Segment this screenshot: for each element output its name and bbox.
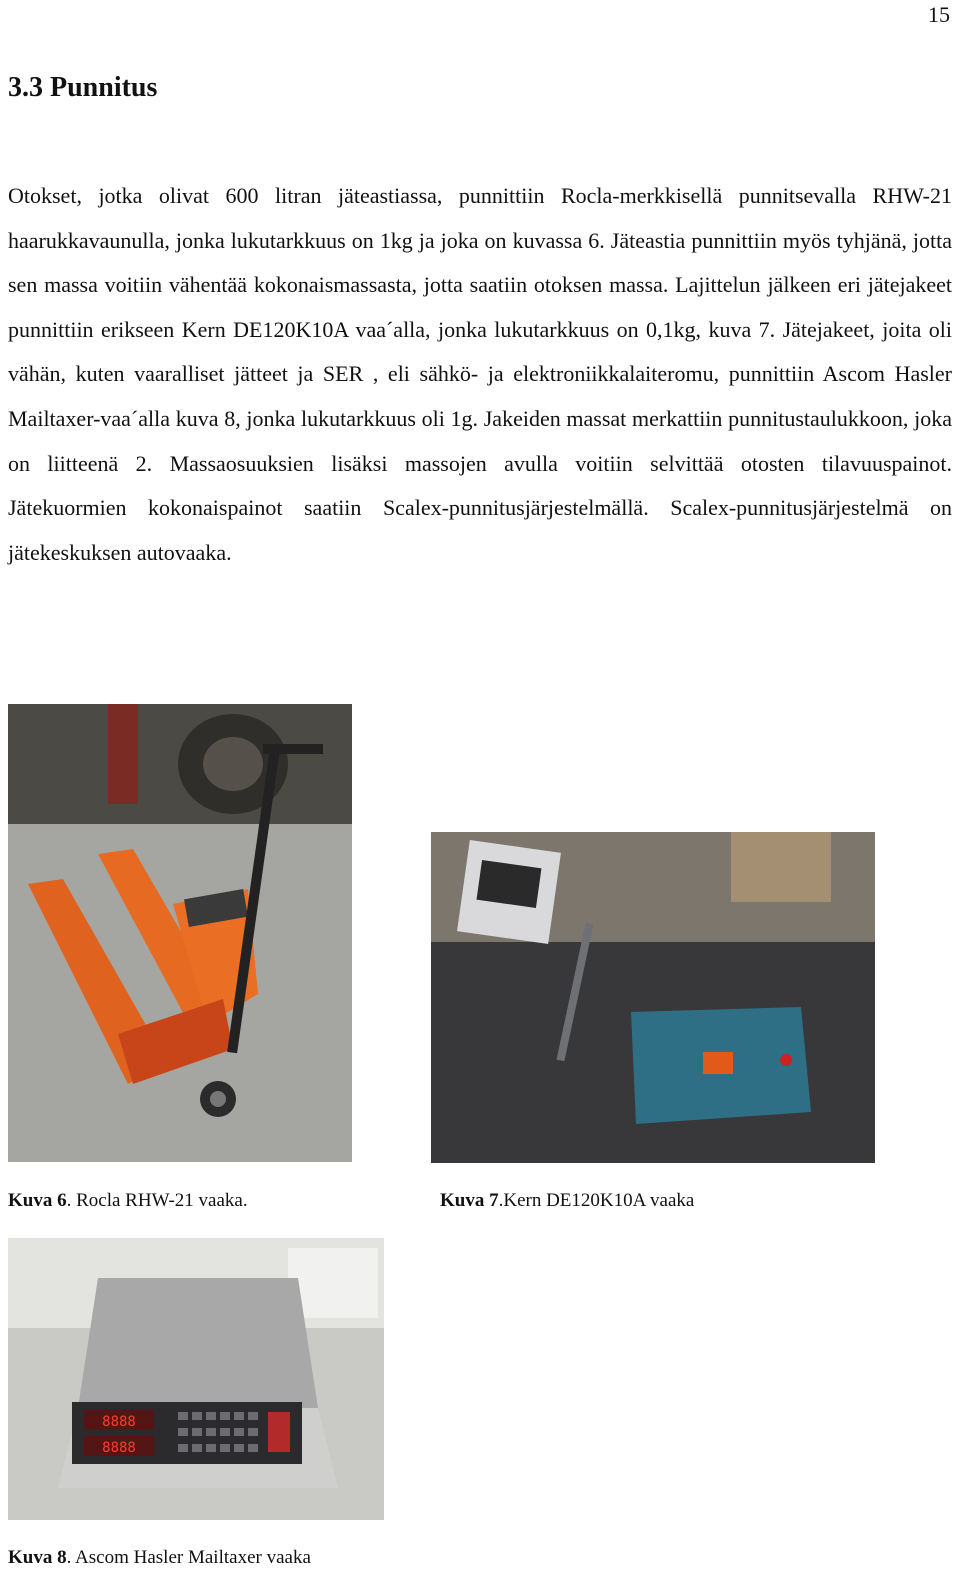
figure-6-label: Kuva 6 bbox=[8, 1190, 67, 1211]
figure-7-photo bbox=[431, 832, 875, 1163]
figure-7-label: Kuva 7 bbox=[440, 1190, 499, 1211]
figure-6-text: . Rocla RHW-21 vaaka. bbox=[66, 1190, 248, 1211]
figure-7-caption bbox=[440, 1190, 694, 1212]
scale-display-upper: 8888 bbox=[102, 1414, 136, 1430]
figure-8-caption bbox=[8, 1547, 311, 1569]
figure-8-label: Kuva 8 bbox=[8, 1547, 67, 1568]
scale-display-lower: 8888 bbox=[102, 1440, 136, 1456]
figure-6-photo bbox=[8, 704, 352, 1162]
figure-7-text: .Kern DE120K10A vaaka bbox=[498, 1190, 695, 1211]
page-number: 15 bbox=[928, 2, 950, 27]
body-paragraph: Otokset, jotka olivat 600 litran jäteastiassa, punnittiin Rocla-merkkisellä punnitsevalla RHW-21 haarukkavaunulla, jonka lukutarkkuus on 1kg ja joka on kuvassa 6. Jäteastia punnittiin myös tyhjänä, jotta sen massa voitiin vähentää kokonaismassasta, jotta saatiin otoksen massa. Lajittelun jälkeen eri jätejakeet punnittiin erikseen Kern DE120K10A vaa´alla, jonka lukutarkkuus on 0,1kg, kuva 7. Jätejakeet, joita oli vähän, kuten vaaralliset jätteet ja SER , eli sähkö- ja elektroniikkalaiteromu, punnittiin Ascom Hasler Mailtaxer-vaa´alla kuva 8, jonka lukutarkkuus oli 1g. Jakeiden massat merkattiin punnitustaulukkoon, joka on liitteenä 2. Massaosuuksien lisäksi massojen avulla voitiin selvittää otosten tilavuuspainot. Jätekuormien kokonaispainot saatiin Scalex-punnitusjärjestelmällä. Scalex-punnitusjärjestelmä on jätekeskuksen autovaaka. bbox=[8, 183, 952, 565]
figure-8-photo bbox=[8, 1238, 384, 1520]
figure-8-text: . Ascom Hasler Mailtaxer vaaka bbox=[66, 1547, 311, 1568]
figure-6-caption bbox=[8, 1190, 248, 1212]
section-heading: 3.3 Punnitus bbox=[8, 72, 158, 103]
